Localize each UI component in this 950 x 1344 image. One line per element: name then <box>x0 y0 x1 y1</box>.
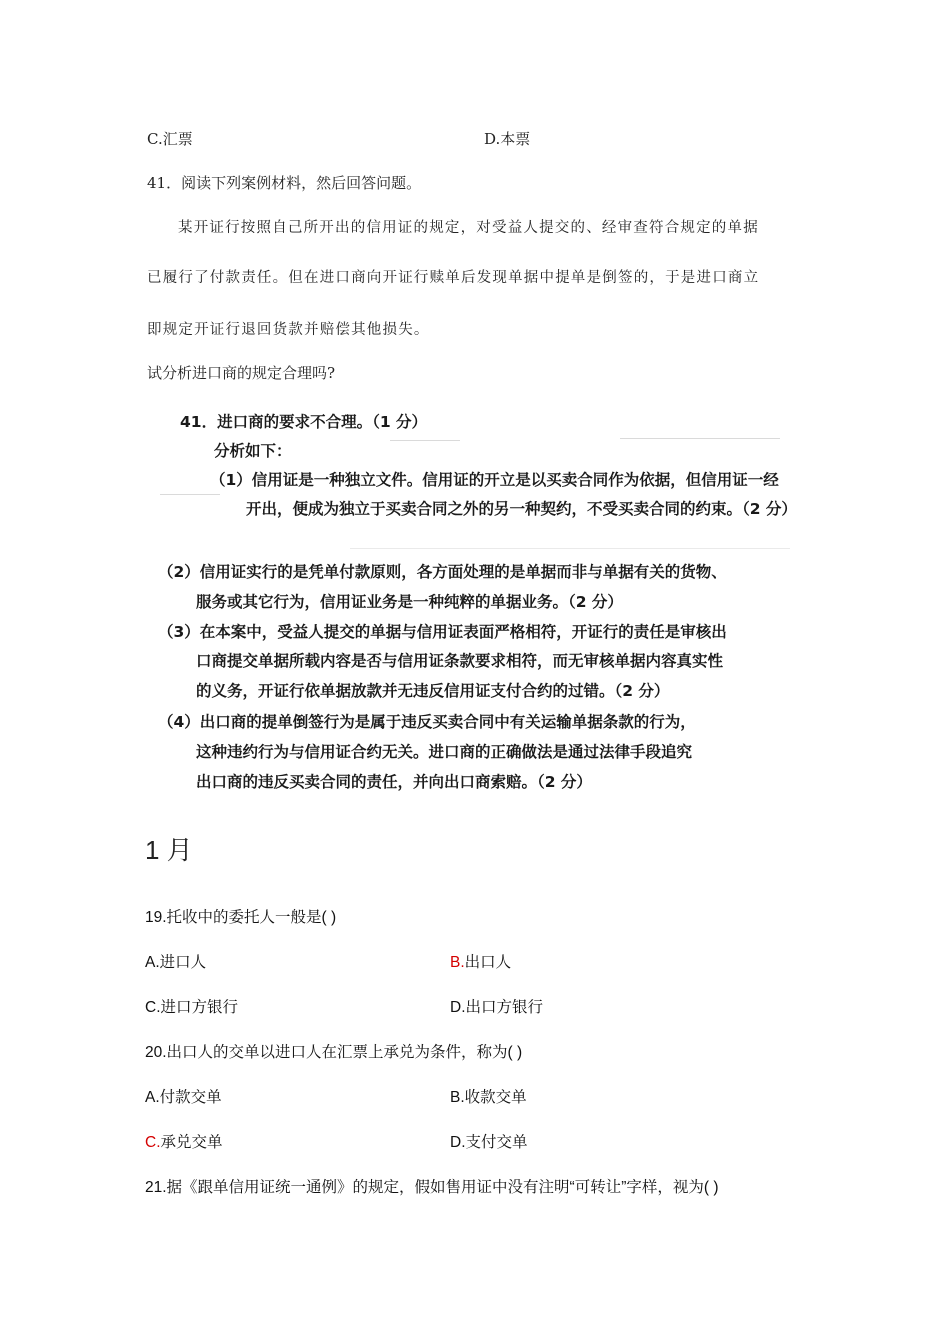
q19-option-b-text: 出口人 <box>464 954 512 971</box>
q19-option-d: D.出口方银行 <box>450 999 544 1016</box>
option-d: D.本票 <box>484 130 531 148</box>
answer-p3-line-2: 口商提交单据所载内容是否与信用证条款要求相符，而无审核单据内容真实性 <box>196 652 724 670</box>
q41-case-line-1: 某开证行按照自己所开出的信用证的规定，对受益人提交的、经审查符合规定的单据 <box>178 220 759 236</box>
scanned-answer <box>150 398 810 816</box>
month-heading: 1 月 <box>145 835 193 865</box>
q19-option-b <box>450 950 511 972</box>
q19-option-b-letter: B. <box>450 954 465 971</box>
option-c: C.汇票 <box>147 130 193 148</box>
q20-stem: 20.出口人的交单以进口人在汇票上承兑为条件，称为( ) <box>145 1044 523 1061</box>
q41-question: 试分析进口商的规定合理吗? <box>147 364 336 382</box>
answer-intro: 分析如下： <box>214 442 292 460</box>
answer-p3-line-3: 的义务，开证行依单据放款并无违反信用证支付合约的过错。（2 分） <box>196 682 670 700</box>
q20-option-b: B.收款交单 <box>450 1089 527 1106</box>
q20-option-d: D.支付交单 <box>450 1134 528 1151</box>
answer-heading: 41．进口商的要求不合理。（1 分） <box>180 413 428 431</box>
q20-option-c-letter: C. <box>145 1134 161 1151</box>
q19-stem: 19.托收中的委托人一般是( ) <box>145 909 337 926</box>
q20-option-a: A.付款交单 <box>145 1089 222 1106</box>
answer-p1-line-2: 开出，便成为独立于买卖合同之外的另一种契约，不受买卖合同的约束。（2 分） <box>246 500 797 518</box>
answer-p1-line-1: （1）信用证是一种独立文件。信用证的开立是以买卖合同作为依据，但信用证一经 <box>210 471 779 489</box>
q41-case-line-2: 已履行了付款责任。但在进口商向开证行赎单后发现单据中提单是倒签的，于是进口商立 <box>147 270 760 286</box>
answer-p4-line-2: 这种违约行为与信用证合约无关。进口商的正确做法是通过法律手段追究 <box>196 743 693 761</box>
q19-option-a: A.进口人 <box>145 954 207 971</box>
answer-p4-line-3: 出口商的违反买卖合同的责任，并向出口商索赔。（2 分） <box>196 773 592 791</box>
q20-option-c-text: 承兑交单 <box>160 1134 223 1151</box>
q21-stem: 21.据《跟单信用证统一通例》的规定，假如售用证中没有注明“可转让”字样，视为( ) <box>145 1179 719 1196</box>
answer-p2-line-1: （2）信用证实行的是凭单付款原则，各方面处理的是单据而非与单据有关的货物、 <box>158 563 727 581</box>
answer-p2-line-2: 服务或其它行为，信用证业务是一种纯粹的单据业务。（2 分） <box>196 593 623 611</box>
answer-p3-line-1: （3）在本案中，受益人提交的单据与信用证表面严格相符，开证行的责任是审核出 <box>158 623 727 641</box>
answer-p4-line-1: （4）出口商的提单倒签行为是属于违反买卖合同中有关运输单据条款的行为， <box>158 713 696 731</box>
q19-option-c: C.进口方银行 <box>145 999 239 1016</box>
q41-stem: 41．阅读下列案例材料，然后回答问题。 <box>147 174 422 192</box>
q41-case-line-3: 即规定开证行退回货款并赔偿其他损失。 <box>147 322 430 338</box>
q20-option-c <box>145 1130 223 1152</box>
